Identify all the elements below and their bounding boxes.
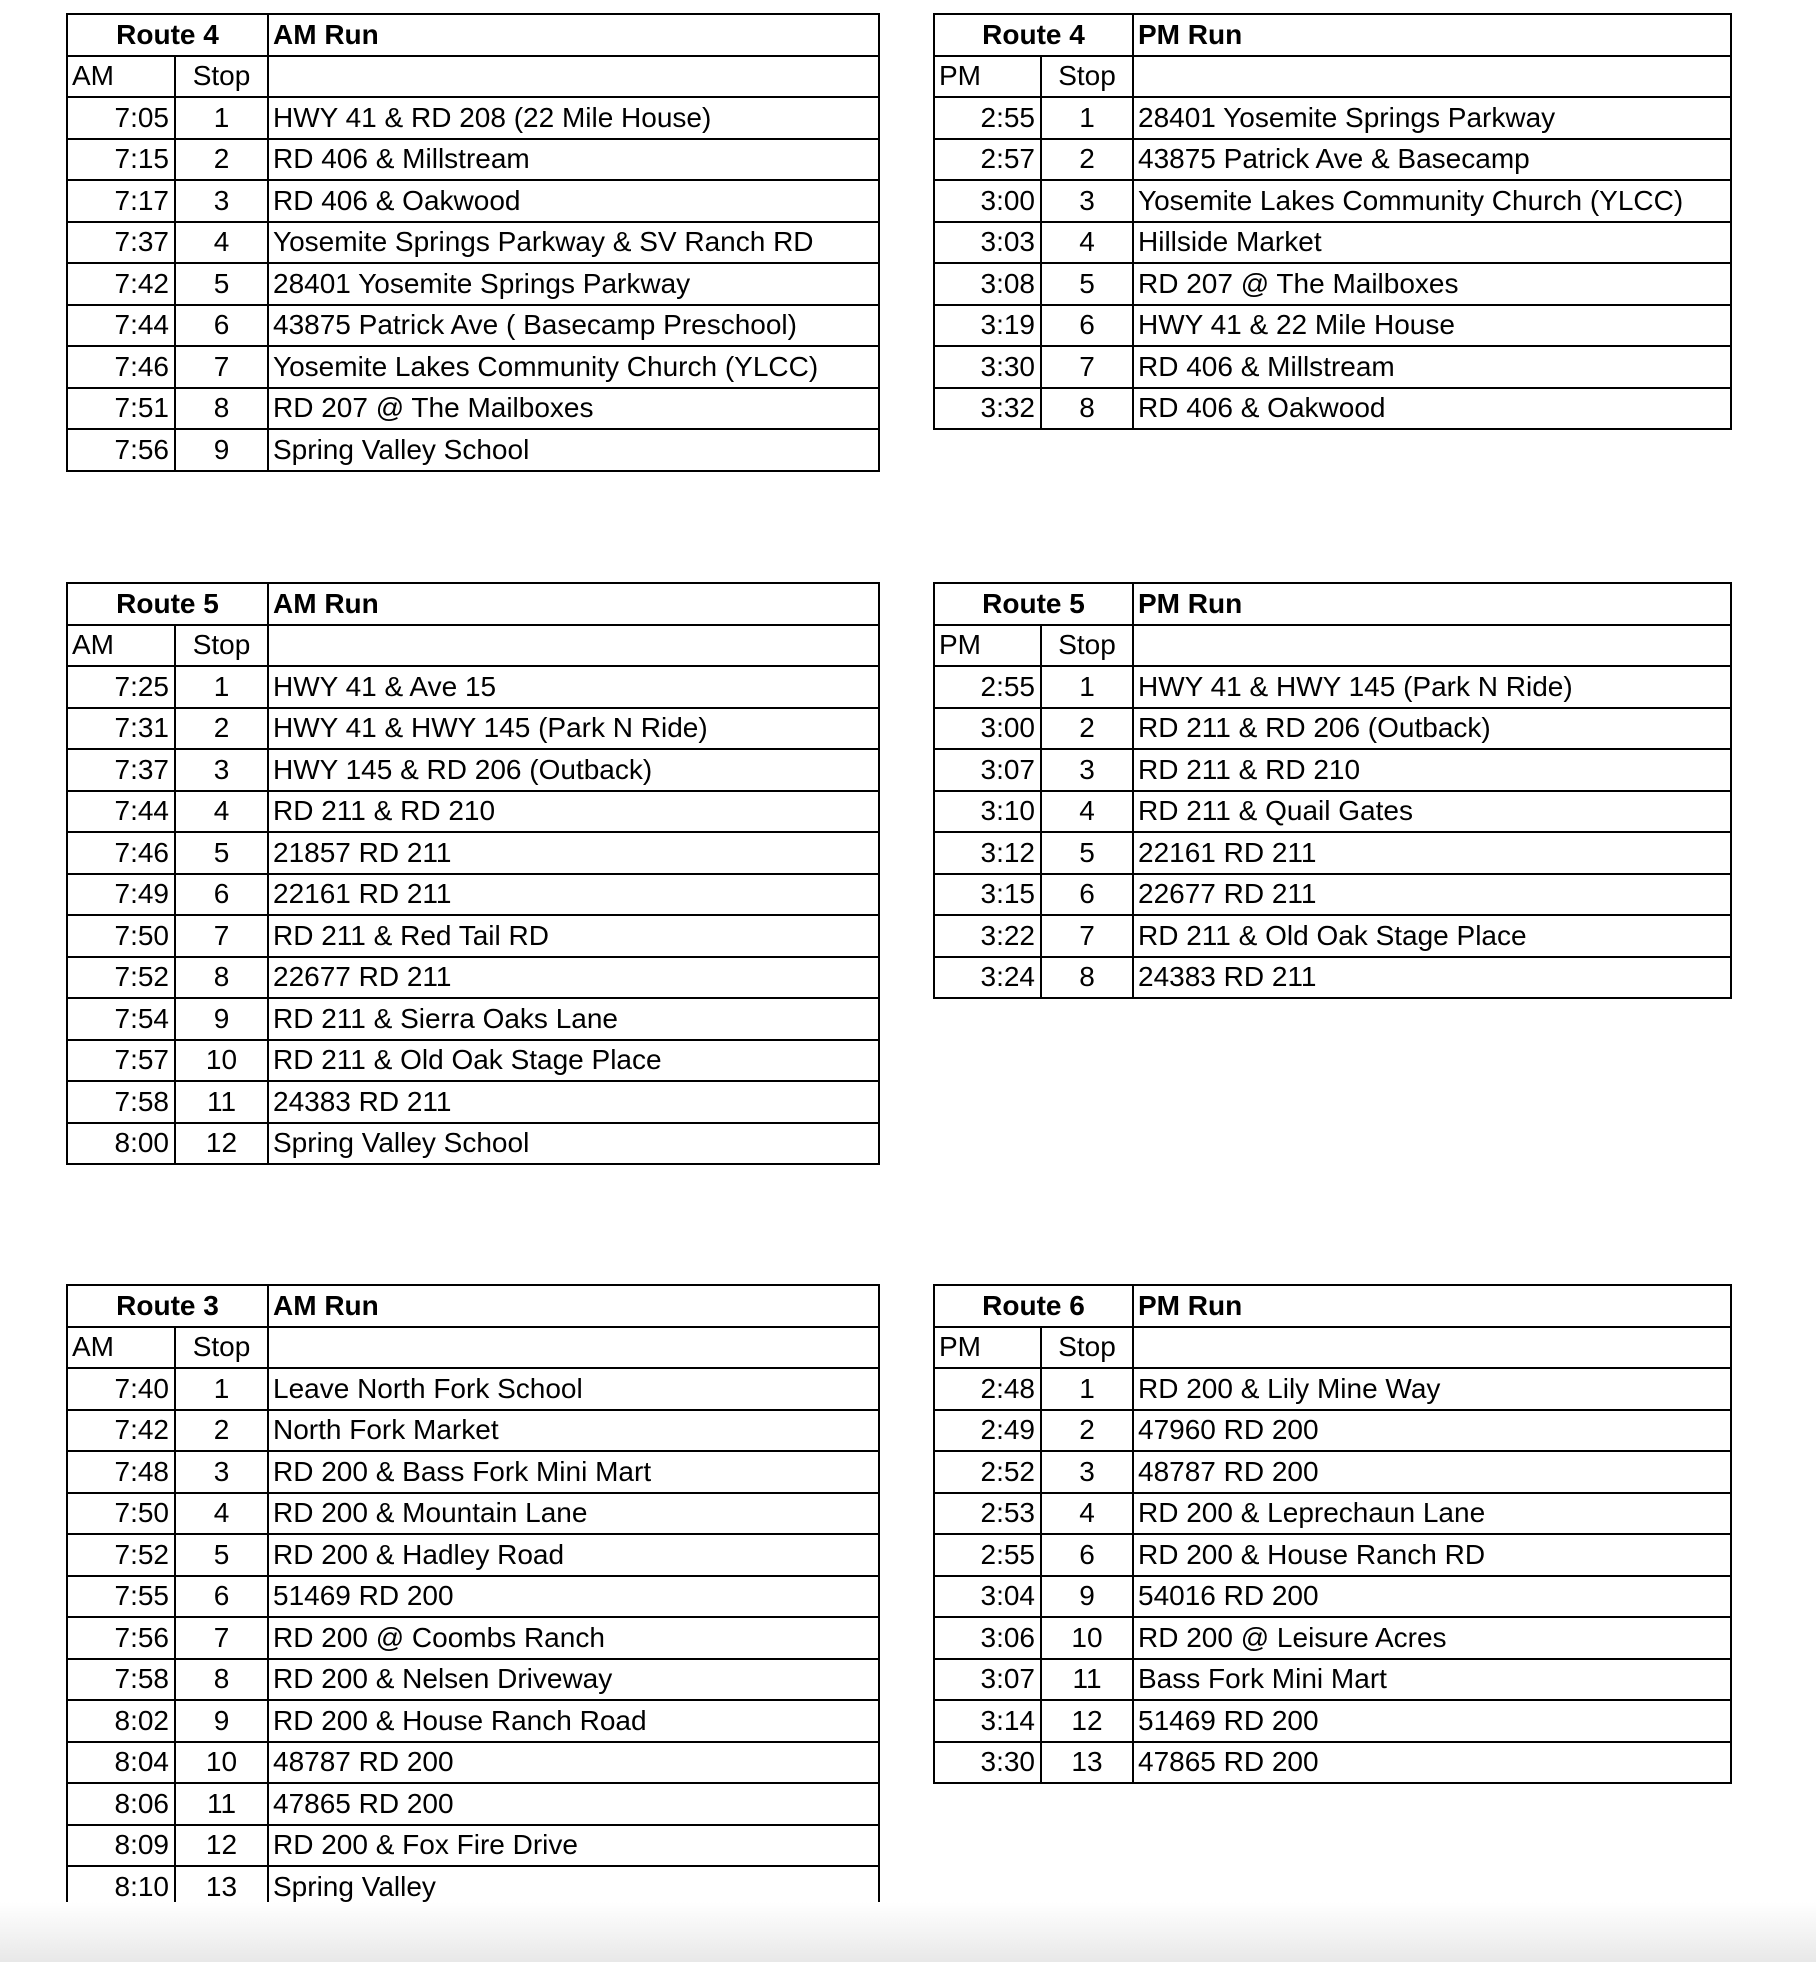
stop-number-cell: 8 <box>175 957 268 999</box>
location-cell: Yosemite Lakes Community Church (YLCC) <box>1133 180 1731 222</box>
stop-number-cell: 3 <box>1041 1451 1133 1493</box>
location-cell: RD 211 & Old Oak Stage Place <box>1133 915 1731 957</box>
time-cell: 3:32 <box>934 388 1041 430</box>
stop-number-cell: 6 <box>1041 305 1133 347</box>
time-cell: 7:44 <box>67 791 175 833</box>
table-row <box>934 180 1731 222</box>
time-cell: 3:30 <box>934 1742 1041 1784</box>
location-cell: 43875 Patrick Ave ( Basecamp Preschool) <box>268 305 879 347</box>
time-cell: 2:53 <box>934 1493 1041 1535</box>
time-cell: 2:49 <box>934 1410 1041 1452</box>
location-cell: RD 211 & Red Tail RD <box>268 915 879 957</box>
stop-number-cell: 8 <box>1041 388 1133 430</box>
location-cell: Bass Fork Mini Mart <box>1133 1659 1731 1701</box>
table-row <box>67 1123 879 1165</box>
table-row <box>67 1040 879 1082</box>
location-cell: 54016 RD 200 <box>1133 1576 1731 1618</box>
location-cell: HWY 41 & RD 208 (22 Mile House) <box>268 97 879 139</box>
table-row <box>67 429 879 471</box>
stop-number-cell: 7 <box>175 915 268 957</box>
location-cell: 22161 RD 211 <box>1133 832 1731 874</box>
location-cell: 28401 Yosemite Springs Parkway <box>268 263 879 305</box>
time-cell: 7:17 <box>67 180 175 222</box>
stop-number-cell: 2 <box>1041 708 1133 750</box>
stop-number-cell: 8 <box>175 1659 268 1701</box>
time-column-header: PM <box>934 625 1041 667</box>
time-cell: 7:57 <box>67 1040 175 1082</box>
location-cell: 47865 RD 200 <box>1133 1742 1731 1784</box>
location-cell: RD 200 & Leprechaun Lane <box>1133 1493 1731 1535</box>
location-cell: RD 207 @ The Mailboxes <box>268 388 879 430</box>
time-cell: 8:10 <box>67 1866 175 1908</box>
table-row <box>67 139 879 181</box>
table-row <box>67 1081 879 1123</box>
location-cell: RD 211 & RD 210 <box>268 791 879 833</box>
stop-number-cell: 4 <box>1041 222 1133 264</box>
location-cell: 48787 RD 200 <box>1133 1451 1731 1493</box>
stop-number-cell: 3 <box>1041 180 1133 222</box>
table-row <box>934 915 1731 957</box>
stop-number-cell: 1 <box>1041 97 1133 139</box>
table-row <box>67 957 879 999</box>
time-cell: 3:07 <box>934 749 1041 791</box>
table-row <box>67 1493 879 1535</box>
route5-am-table <box>66 582 880 1165</box>
route-title: Route 5 <box>67 583 268 625</box>
time-cell: 3:06 <box>934 1617 1041 1659</box>
location-column-header <box>1133 625 1731 667</box>
location-cell: RD 200 & House Ranch Road <box>268 1700 879 1742</box>
table-row <box>67 1742 879 1784</box>
time-cell: 7:50 <box>67 915 175 957</box>
location-cell: Spring Valley School <box>268 429 879 471</box>
stop-number-cell: 1 <box>175 1368 268 1410</box>
table-row <box>934 1451 1731 1493</box>
stop-column-header: Stop <box>175 56 268 98</box>
time-column-header: AM <box>67 625 175 667</box>
location-cell: 24383 RD 211 <box>268 1081 879 1123</box>
table-row <box>934 139 1731 181</box>
table-row <box>934 957 1731 999</box>
time-cell: 7:58 <box>67 1081 175 1123</box>
stop-number-cell: 1 <box>1041 666 1133 708</box>
time-cell: 7:50 <box>67 1493 175 1535</box>
time-cell: 7:58 <box>67 1659 175 1701</box>
location-cell: RD 406 & Oakwood <box>1133 388 1731 430</box>
location-cell: Hillside Market <box>1133 222 1731 264</box>
stop-number-cell: 6 <box>175 874 268 916</box>
column-header-row <box>67 1327 879 1369</box>
stop-number-cell: 5 <box>1041 832 1133 874</box>
time-column-header: AM <box>67 1327 175 1369</box>
location-cell: 48787 RD 200 <box>268 1742 879 1784</box>
time-cell: 7:40 <box>67 1368 175 1410</box>
stop-number-cell: 7 <box>175 346 268 388</box>
table-row <box>67 749 879 791</box>
location-cell: RD 406 & Millstream <box>1133 346 1731 388</box>
stop-number-cell: 10 <box>1041 1617 1133 1659</box>
stop-number-cell: 12 <box>1041 1700 1133 1742</box>
time-cell: 7:56 <box>67 1617 175 1659</box>
location-cell: RD 211 & Sierra Oaks Lane <box>268 998 879 1040</box>
stop-number-cell: 9 <box>175 998 268 1040</box>
time-cell: 7:37 <box>67 222 175 264</box>
location-cell: 43875 Patrick Ave & Basecamp <box>1133 139 1731 181</box>
location-cell: HWY 145 & RD 206 (Outback) <box>268 749 879 791</box>
time-cell: 8:04 <box>67 1742 175 1784</box>
header-row <box>67 1285 879 1327</box>
stop-number-cell: 2 <box>175 1410 268 1452</box>
time-cell: 2:52 <box>934 1451 1041 1493</box>
location-cell: 28401 Yosemite Springs Parkway <box>1133 97 1731 139</box>
time-cell: 7:46 <box>67 346 175 388</box>
time-column-header: AM <box>67 56 175 98</box>
column-header-row <box>934 1327 1731 1369</box>
time-cell: 3:08 <box>934 263 1041 305</box>
time-cell: 7:55 <box>67 1576 175 1618</box>
stop-number-cell: 3 <box>175 1451 268 1493</box>
header-row <box>934 583 1731 625</box>
stop-number-cell: 5 <box>175 1534 268 1576</box>
location-column-header <box>268 1327 879 1369</box>
location-cell: 22677 RD 211 <box>1133 874 1731 916</box>
time-cell: 3:00 <box>934 180 1041 222</box>
table-row <box>934 346 1731 388</box>
table-row <box>67 1825 879 1867</box>
time-cell: 7:51 <box>67 388 175 430</box>
location-cell: RD 200 & Nelsen Driveway <box>268 1659 879 1701</box>
location-cell: RD 211 & RD 210 <box>1133 749 1731 791</box>
table-row <box>934 832 1731 874</box>
table-row <box>67 1451 879 1493</box>
stop-column-header: Stop <box>1041 1327 1133 1369</box>
stop-number-cell: 5 <box>175 263 268 305</box>
route4-pm-table <box>933 13 1732 430</box>
time-cell: 7:44 <box>67 305 175 347</box>
location-cell: Leave North Fork School <box>268 1368 879 1410</box>
location-cell: 51469 RD 200 <box>1133 1700 1731 1742</box>
location-column-header <box>1133 1327 1731 1369</box>
stop-number-cell: 9 <box>175 1700 268 1742</box>
header-row <box>67 583 879 625</box>
location-cell: RD 406 & Oakwood <box>268 180 879 222</box>
time-cell: 3:22 <box>934 915 1041 957</box>
time-cell: 3:12 <box>934 832 1041 874</box>
stop-column-header: Stop <box>175 625 268 667</box>
route-title: Route 4 <box>934 14 1133 56</box>
location-cell: 22161 RD 211 <box>268 874 879 916</box>
location-cell: RD 200 & House Ranch RD <box>1133 1534 1731 1576</box>
table-row <box>67 791 879 833</box>
table-row <box>934 749 1731 791</box>
stop-number-cell: 1 <box>1041 1368 1133 1410</box>
stop-column-header: Stop <box>1041 625 1133 667</box>
stop-number-cell: 3 <box>175 180 268 222</box>
location-cell: 22677 RD 211 <box>268 957 879 999</box>
location-cell: Yosemite Lakes Community Church (YLCC) <box>268 346 879 388</box>
location-cell: 47865 RD 200 <box>268 1783 879 1825</box>
stop-number-cell: 9 <box>175 429 268 471</box>
time-cell: 2:57 <box>934 139 1041 181</box>
time-cell: 8:06 <box>67 1783 175 1825</box>
column-header-row <box>934 625 1731 667</box>
stop-number-cell: 7 <box>1041 346 1133 388</box>
stop-number-cell: 11 <box>1041 1659 1133 1701</box>
location-cell: Spring Valley School <box>268 1123 879 1165</box>
location-cell: HWY 41 & 22 Mile House <box>1133 305 1731 347</box>
time-cell: 3:03 <box>934 222 1041 264</box>
column-header-row <box>67 56 879 98</box>
table-row <box>934 388 1731 430</box>
location-cell: 21857 RD 211 <box>268 832 879 874</box>
table-row <box>67 1617 879 1659</box>
table-row <box>934 874 1731 916</box>
stop-column-header: Stop <box>175 1327 268 1369</box>
table-row <box>67 1368 879 1410</box>
location-cell: 47960 RD 200 <box>1133 1410 1731 1452</box>
time-cell: 7:52 <box>67 957 175 999</box>
header-row <box>67 14 879 56</box>
stop-number-cell: 7 <box>175 1617 268 1659</box>
stop-number-cell: 12 <box>175 1825 268 1867</box>
time-cell: 8:02 <box>67 1700 175 1742</box>
stop-number-cell: 4 <box>175 1493 268 1535</box>
time-cell: 7:05 <box>67 97 175 139</box>
time-cell: 8:00 <box>67 1123 175 1165</box>
stop-number-cell: 8 <box>1041 957 1133 999</box>
time-cell: 3:30 <box>934 346 1041 388</box>
run-title: PM Run <box>1133 583 1731 625</box>
stop-number-cell: 12 <box>175 1123 268 1165</box>
time-column-header: PM <box>934 1327 1041 1369</box>
location-cell: RD 200 & Hadley Road <box>268 1534 879 1576</box>
stop-number-cell: 8 <box>175 388 268 430</box>
table-row <box>67 666 879 708</box>
stop-number-cell: 11 <box>175 1783 268 1825</box>
table-row <box>67 1576 879 1618</box>
time-cell: 7:52 <box>67 1534 175 1576</box>
table-row <box>67 388 879 430</box>
stop-number-cell: 5 <box>175 832 268 874</box>
time-column-header: PM <box>934 56 1041 98</box>
stop-number-cell: 7 <box>1041 915 1133 957</box>
location-cell: RD 200 @ Leisure Acres <box>1133 1617 1731 1659</box>
table-row <box>934 305 1731 347</box>
location-column-header <box>1133 56 1731 98</box>
table-row <box>67 1534 879 1576</box>
stop-number-cell: 5 <box>1041 263 1133 305</box>
table-row <box>67 915 879 957</box>
location-cell: RD 200 & Fox Fire Drive <box>268 1825 879 1867</box>
run-title: PM Run <box>1133 1285 1731 1327</box>
table-row <box>934 1700 1731 1742</box>
stop-column-header: Stop <box>1041 56 1133 98</box>
time-cell: 3:19 <box>934 305 1041 347</box>
time-cell: 8:09 <box>67 1825 175 1867</box>
stop-number-cell: 3 <box>175 749 268 791</box>
route-title: Route 3 <box>67 1285 268 1327</box>
time-cell: 7:42 <box>67 1410 175 1452</box>
route5-pm-table <box>933 582 1732 999</box>
table-row <box>934 791 1731 833</box>
time-cell: 3:10 <box>934 791 1041 833</box>
location-cell: RD 211 & RD 206 (Outback) <box>1133 708 1731 750</box>
table-row <box>934 1368 1731 1410</box>
route6-pm-table <box>933 1284 1732 1784</box>
stop-number-cell: 3 <box>1041 749 1133 791</box>
location-cell: RD 200 @ Coombs Ranch <box>268 1617 879 1659</box>
stop-number-cell: 4 <box>175 222 268 264</box>
time-cell: 7:42 <box>67 263 175 305</box>
time-cell: 3:15 <box>934 874 1041 916</box>
location-cell: RD 211 & Quail Gates <box>1133 791 1731 833</box>
route-title: Route 5 <box>934 583 1133 625</box>
table-row <box>934 1659 1731 1701</box>
location-column-header <box>268 56 879 98</box>
stop-number-cell: 2 <box>1041 139 1133 181</box>
location-cell: RD 406 & Millstream <box>268 139 879 181</box>
time-cell: 3:00 <box>934 708 1041 750</box>
stop-number-cell: 6 <box>175 305 268 347</box>
time-cell: 3:14 <box>934 1700 1041 1742</box>
stop-number-cell: 10 <box>175 1040 268 1082</box>
location-cell: RD 207 @ The Mailboxes <box>1133 263 1731 305</box>
stop-number-cell: 2 <box>175 708 268 750</box>
table-row <box>67 222 879 264</box>
location-cell: RD 200 & Bass Fork Mini Mart <box>268 1451 879 1493</box>
stop-number-cell: 9 <box>1041 1576 1133 1618</box>
table-row <box>67 1410 879 1452</box>
time-cell: 2:48 <box>934 1368 1041 1410</box>
route-title: Route 6 <box>934 1285 1133 1327</box>
location-cell: North Fork Market <box>268 1410 879 1452</box>
time-cell: 2:55 <box>934 666 1041 708</box>
table-row <box>934 1493 1731 1535</box>
location-cell: HWY 41 & Ave 15 <box>268 666 879 708</box>
location-cell: 51469 RD 200 <box>268 1576 879 1618</box>
stop-number-cell: 6 <box>1041 874 1133 916</box>
table-row <box>934 1617 1731 1659</box>
table-row <box>934 263 1731 305</box>
table-row <box>67 874 879 916</box>
bottom-shadow <box>0 1902 1816 1962</box>
time-cell: 7:48 <box>67 1451 175 1493</box>
table-row <box>934 1410 1731 1452</box>
table-row <box>934 97 1731 139</box>
table-row <box>67 1783 879 1825</box>
column-header-row <box>934 56 1731 98</box>
stop-number-cell: 1 <box>175 97 268 139</box>
time-cell: 7:31 <box>67 708 175 750</box>
time-cell: 7:56 <box>67 429 175 471</box>
run-title: PM Run <box>1133 14 1731 56</box>
run-title: AM Run <box>268 583 879 625</box>
table-row <box>67 998 879 1040</box>
table-row <box>934 1576 1731 1618</box>
stop-number-cell: 1 <box>175 666 268 708</box>
location-cell: RD 200 & Lily Mine Way <box>1133 1368 1731 1410</box>
time-cell: 3:07 <box>934 1659 1041 1701</box>
stop-number-cell: 6 <box>1041 1534 1133 1576</box>
table-row <box>67 97 879 139</box>
table-row <box>67 832 879 874</box>
time-cell: 7:46 <box>67 832 175 874</box>
time-cell: 3:04 <box>934 1576 1041 1618</box>
stop-number-cell: 13 <box>175 1866 268 1908</box>
column-header-row <box>67 625 879 667</box>
table-row <box>934 1742 1731 1784</box>
time-cell: 7:37 <box>67 749 175 791</box>
time-cell: 7:49 <box>67 874 175 916</box>
stop-number-cell: 4 <box>175 791 268 833</box>
stop-number-cell: 13 <box>1041 1742 1133 1784</box>
table-row <box>934 1534 1731 1576</box>
location-column-header <box>268 625 879 667</box>
location-cell: Yosemite Springs Parkway & SV Ranch RD <box>268 222 879 264</box>
route-title: Route 4 <box>67 14 268 56</box>
table-row <box>67 263 879 305</box>
stop-number-cell: 11 <box>175 1081 268 1123</box>
stop-number-cell: 4 <box>1041 1493 1133 1535</box>
run-title: AM Run <box>268 14 879 56</box>
header-row <box>934 14 1731 56</box>
location-cell: HWY 41 & HWY 145 (Park N Ride) <box>1133 666 1731 708</box>
stop-number-cell: 6 <box>175 1576 268 1618</box>
location-cell: 24383 RD 211 <box>1133 957 1731 999</box>
table-row <box>934 222 1731 264</box>
table-row <box>67 305 879 347</box>
time-cell: 2:55 <box>934 97 1041 139</box>
location-cell: RD 200 & Mountain Lane <box>268 1493 879 1535</box>
location-cell: RD 211 & Old Oak Stage Place <box>268 1040 879 1082</box>
run-title: AM Run <box>268 1285 879 1327</box>
time-cell: 7:15 <box>67 139 175 181</box>
table-row <box>67 180 879 222</box>
stop-number-cell: 2 <box>1041 1410 1133 1452</box>
stop-number-cell: 2 <box>175 139 268 181</box>
location-cell: HWY 41 & HWY 145 (Park N Ride) <box>268 708 879 750</box>
time-cell: 7:25 <box>67 666 175 708</box>
location-cell: Spring Valley <box>268 1866 879 1908</box>
table-row <box>67 708 879 750</box>
time-cell: 3:24 <box>934 957 1041 999</box>
table-row <box>67 1659 879 1701</box>
table-row <box>67 1700 879 1742</box>
table-row <box>934 708 1731 750</box>
stop-number-cell: 10 <box>175 1742 268 1784</box>
time-cell: 7:54 <box>67 998 175 1040</box>
table-row <box>67 346 879 388</box>
table-row <box>934 666 1731 708</box>
stop-number-cell: 4 <box>1041 791 1133 833</box>
header-row <box>934 1285 1731 1327</box>
route4-am-table <box>66 13 880 472</box>
route3-am-table <box>66 1284 880 1909</box>
time-cell: 2:55 <box>934 1534 1041 1576</box>
